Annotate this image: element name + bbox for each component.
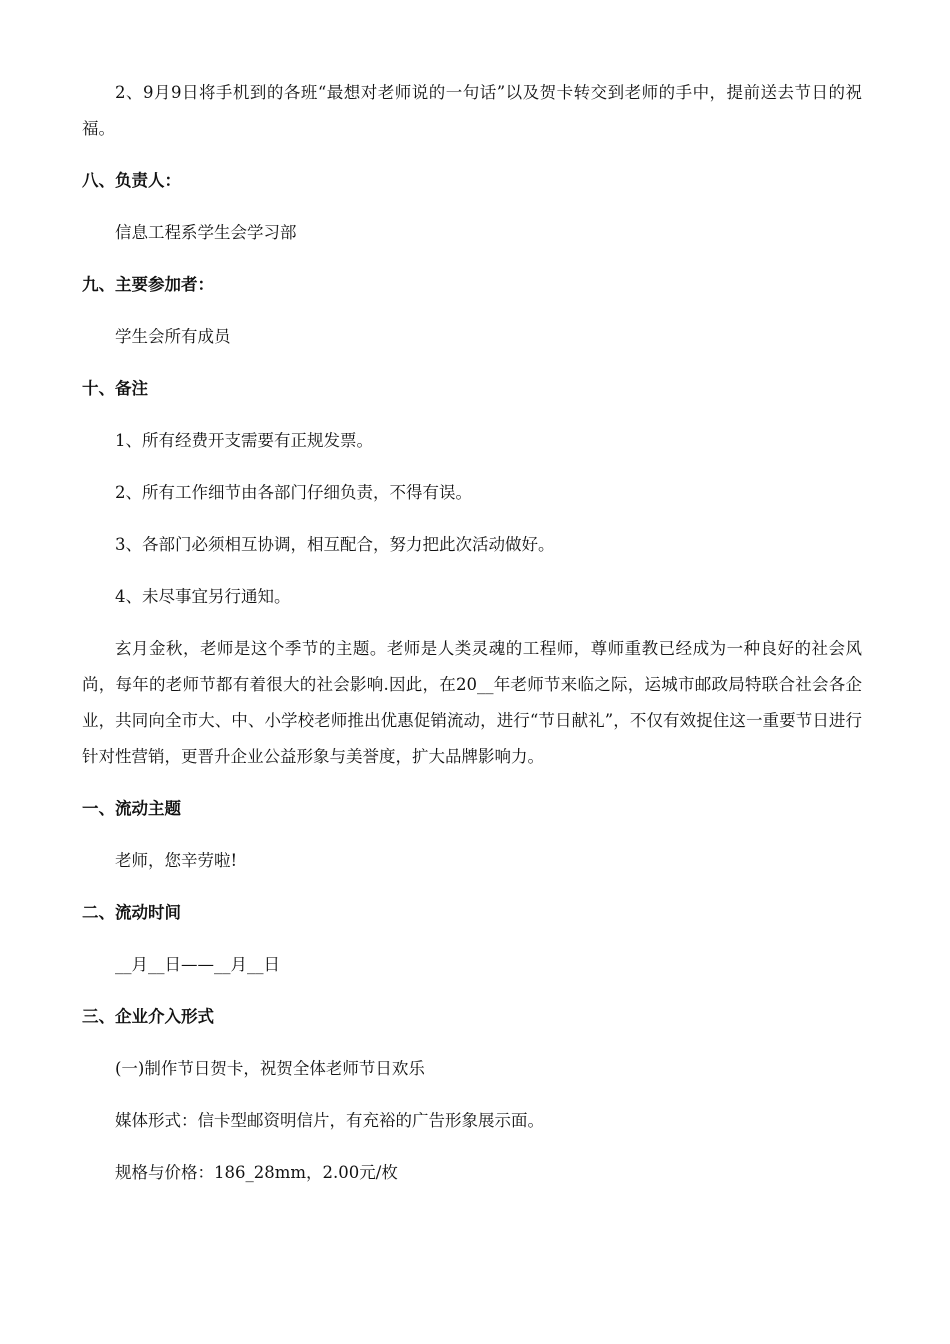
paragraph-activity-time: __月__日——__月__日 — [115, 955, 280, 974]
paragraph-participants: 学生会所有成员 — [115, 327, 231, 346]
heading-activity-theme: 一、流动主题 — [82, 799, 181, 818]
paragraph-media-form: 媒体形式：信卡型邮资明信片，有充裕的广告形象展示面。 — [115, 1111, 544, 1130]
paragraph-intro: 玄月金秋，老师是这个季节的主题。老师是人类灵魂的工程师，尊师重教已经成为一种良好的社会风尚，每年的老师节都有着很大的社会影响.因此，在20__年老师节来临之际，运城市邮政局特联合社会各企业，共同向全市大、中、小学校老师推出优惠促销流动，进行“节日献礼”，不仅有效捉住这一重要节日进行针对性营销，更晋升企业公益形象与美誉度，扩大品牌影响力。 — [82, 639, 862, 766]
heading-person-in-charge: 八、负责人： — [82, 171, 181, 190]
note-item-2: 2、所有工作细节由各部门仔细负责，不得有误。 — [115, 483, 472, 502]
paragraph-spec-price: 规格与价格：186_28mm，2.00元/枚 — [115, 1163, 398, 1182]
paragraph-greeting-card: (一)制作节日贺卡，祝贺全体老师节日欢乐 — [115, 1059, 425, 1078]
heading-enterprise-participation: 三、企业介入形式 — [82, 1007, 214, 1026]
heading-notes: 十、备注 — [82, 379, 148, 398]
note-item-1: 1、所有经费开支需要有正规发票。 — [115, 431, 373, 450]
heading-participants: 九、主要参加者： — [82, 275, 214, 294]
paragraph-activity-theme: 老师，您辛劳啦! — [115, 851, 238, 870]
note-item-4: 4、未尽事宜另行通知。 — [115, 587, 291, 606]
document-body — [82, 75, 862, 1191]
paragraph-blessing-delivery: 2、9月9日将手机到的各班“最想对老师说的一句话”以及贺卡转交到老师的手中，提前送去节日的祝福。 — [82, 83, 862, 138]
paragraph-person-in-charge: 信息工程系学生会学习部 — [115, 223, 297, 242]
heading-activity-time: 二、流动时间 — [82, 903, 181, 922]
note-item-3: 3、各部门必须相互协调，相互配合，努力把此次活动做好。 — [115, 535, 555, 554]
